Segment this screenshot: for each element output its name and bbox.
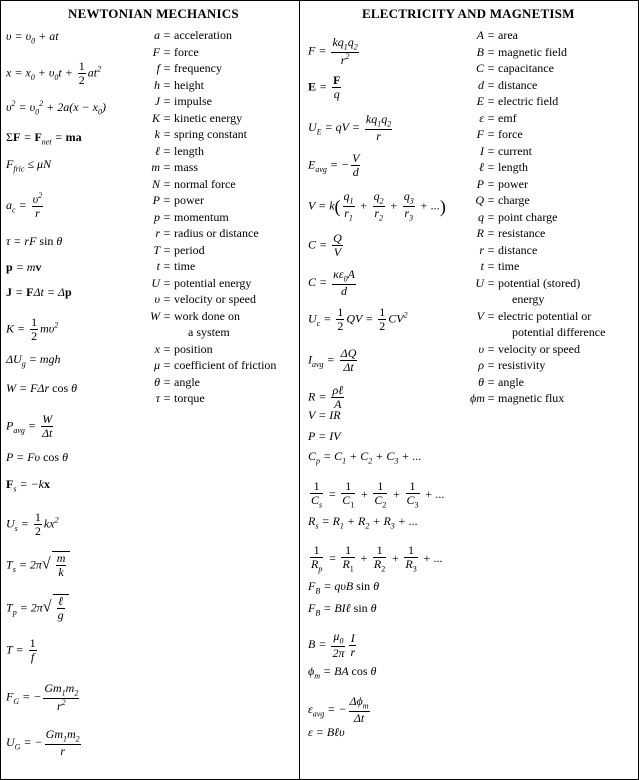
definition-row: [146, 161, 198, 173]
definition-symbol: E: [476, 94, 484, 108]
definition-text: potential energy: [174, 275, 252, 290]
definition-row: [470, 326, 605, 338]
definition-row: [470, 178, 528, 190]
formula-spring-period: $T_s = 2\pi√$ $\frac{m}{k}$: [6, 551, 70, 579]
definition-symbol: R: [476, 226, 484, 240]
formula-resistors-parallel: $\frac{1}{R_p}$ = $\frac{1}{R_1}$ + $\frac{1}{R_2}$ + $\frac{1}{R_3}$ + ...: [311, 543, 443, 574]
formula-parallel-plate: C = $\frac{\kappa\varepsilon_0A}{d}$: [308, 267, 355, 299]
definition-symbol: x: [154, 341, 160, 356]
definition-text: time: [174, 259, 196, 273]
definition-row: [470, 211, 557, 223]
formula-electric-potential-energy: $U_E$ = qV = $\frac{kq_1q_2}{r}$: [308, 112, 392, 144]
definition-text: velocity or speed: [498, 341, 580, 356]
definition-text: height: [174, 77, 204, 92]
definition-equals: =: [163, 209, 171, 224]
definition-text: magnetic flux: [498, 391, 565, 405]
definition-equals: =: [163, 374, 171, 389]
definition-row: [146, 145, 204, 157]
definition-row: [146, 376, 200, 388]
definition-symbol: f: [156, 61, 160, 75]
formula-kinetic: K = $\frac{1}{2}$ $m\upsilon^2$: [6, 315, 59, 344]
definition-row: [146, 359, 276, 371]
formula-spring-energy: $U_s$ = $\frac{1}{2}$ $kx^2$: [6, 510, 59, 539]
definition-symbol: τ: [155, 391, 160, 405]
definition-symbol: h: [154, 77, 160, 92]
definition-equals: =: [163, 28, 171, 42]
definition-equals: =: [163, 110, 171, 125]
formula-pendulum-period: $T_p = 2\pi√$ $\frac{\text{ℓ}}{g}$: [6, 594, 69, 622]
definition-text: power: [174, 193, 204, 207]
definition-text: angle: [174, 374, 200, 389]
definition-equals: =: [163, 275, 171, 290]
definition-row: [470, 376, 524, 388]
definition-row: [470, 260, 519, 272]
definition-equals: =: [163, 160, 171, 174]
definition-text: potential difference: [512, 325, 606, 339]
formula-position: $x = x_0 + \upsilon_0t$ + $\frac{1}{2}$ $at^2$: [6, 59, 102, 88]
definition-symbol: A: [476, 28, 484, 42]
definition-text: velocity or speed: [174, 292, 256, 306]
definition-equals: =: [487, 127, 495, 141]
definition-row: [146, 79, 204, 91]
definition-row: [470, 62, 554, 74]
definition-text: length: [498, 160, 528, 174]
definition-text: magnetic field: [498, 44, 567, 59]
definition-symbol: ρ: [478, 358, 484, 372]
definition-text: angle: [498, 374, 524, 389]
definition-text: resistance: [498, 226, 546, 240]
definition-equals: =: [163, 94, 171, 108]
formula-impulse: J = FΔt = Δp: [6, 285, 72, 299]
definition-equals: =: [487, 143, 495, 158]
definition-text: distance: [498, 242, 538, 257]
formula-velocity: $\upsilon = \upsilon_0$ + at: [6, 29, 59, 46]
definition-symbol: θ: [478, 374, 484, 389]
formula-avg-emf: $\varepsilon_{avg}$ = − $\frac{\Delta\phi_m}{\Delta t}$: [308, 694, 369, 726]
definition-symbol: C: [475, 61, 484, 75]
definition-text: normal force: [174, 176, 236, 191]
definition-row: [146, 260, 195, 272]
definition-text: force: [498, 127, 523, 141]
definition-equals: =: [487, 242, 495, 257]
definition-equals: =: [487, 61, 495, 75]
definition-equals: =: [487, 176, 495, 191]
definition-symbol: N: [151, 176, 160, 191]
definition-row: [470, 128, 523, 140]
formula-gravitation-potential: $U_G$ = − $\frac{Gm_1m_2}{r}$: [6, 727, 80, 759]
definition-row: [470, 227, 545, 239]
definition-symbol: P: [476, 176, 484, 191]
formula-centripetal: $a_c$ = $\frac{\upsilon^2}{r}$: [6, 191, 43, 221]
definition-row: [470, 46, 567, 58]
definition-row: [146, 227, 259, 239]
definition-symbol: B: [476, 44, 484, 59]
definition-text: coefficient of friction: [174, 358, 277, 372]
definition-row: [146, 62, 222, 74]
definition-equals: =: [163, 358, 171, 372]
formula-motional-emf: ε = Bℓυ: [308, 725, 345, 739]
formula-capacitors-series: $\frac{1}{C_s}$ = $\frac{1}{C_1}$ + $\frac{1}{C_2}$ + $\frac{1}{C_3}$ + ...: [311, 479, 445, 510]
definition-row: [146, 128, 247, 140]
definition-symbol: U: [151, 275, 160, 290]
formula-momentum: p = mv: [6, 260, 42, 274]
definition-equals: =: [163, 143, 171, 158]
definition-equals: =: [487, 308, 495, 323]
definition-equals: =: [487, 28, 495, 42]
definition-symbol: ℓ: [479, 160, 484, 174]
definition-row: [146, 29, 232, 41]
definition-row: [470, 95, 558, 107]
definition-symbol: P: [152, 193, 160, 207]
formula-potential-sum: V = k( $\frac{q_1}{r_1}$ + $\frac{q_2}{r_2}$ + $\frac{q_3}{r_3}$ + ...): [308, 189, 446, 223]
definition-equals: =: [487, 160, 495, 174]
definition-text: charge: [498, 193, 530, 207]
formula-avg-current: $I_{avg}$ = $\frac{\Delta Q}{\Delta t}$: [308, 346, 357, 375]
definition-equals: =: [163, 341, 171, 356]
definition-text: frequency: [174, 61, 222, 75]
definition-symbol: a: [154, 28, 160, 42]
definition-equals: =: [163, 127, 171, 141]
formula-power-electric: P = IV: [308, 429, 341, 443]
definition-text: spring constant: [174, 127, 247, 141]
definition-text: work done on: [174, 308, 240, 323]
definition-equals: =: [163, 292, 171, 306]
formula-period-frequency: T = $\frac{1}{f}$: [6, 636, 36, 665]
definition-symbol: k: [154, 127, 160, 141]
definition-row: [470, 145, 532, 157]
definition-symbol: V: [476, 308, 484, 323]
formula-capacitance: C = $\frac{Q}{V}$: [308, 231, 342, 260]
definition-row: [146, 46, 199, 58]
formula-ohm: V = IR: [308, 408, 341, 422]
definition-text: area: [498, 28, 518, 42]
formula-magnetic-field-wire: B = $\frac{\mu_0}{2\pi}$ $\frac{I}{r}$: [308, 629, 356, 661]
formula-capacitor-energy: $U_c$ = $\frac{1}{2}$ QV = $\frac{1}{2}$ $CV^2$: [308, 305, 408, 334]
definition-equals: =: [487, 259, 495, 273]
definition-symbol: T: [153, 242, 160, 257]
definition-text: torque: [174, 391, 205, 405]
definition-row: [146, 293, 256, 305]
definition-text: time: [498, 259, 520, 273]
definition-symbol: W: [150, 308, 160, 323]
definition-symbol: ϕm: [470, 391, 485, 405]
formula-grav-potential: $\Delta U_g$ = mgh: [6, 352, 61, 369]
definition-row: [146, 112, 242, 124]
definition-symbol: t: [480, 259, 484, 273]
definition-equals: =: [487, 44, 495, 59]
definition-equals: =: [163, 391, 171, 405]
formula-magnetic-force-charge: $F_B = q\upsilon B$ sin θ: [308, 579, 380, 596]
definition-row: [470, 343, 580, 355]
definition-equals: =: [487, 226, 495, 240]
heading-newtonian: NEWTONIAN MECHANICS: [68, 6, 239, 21]
definition-symbol: F: [152, 44, 160, 59]
formula-spring-force: $F_s = -kx$: [6, 477, 50, 494]
definition-row: [470, 310, 591, 322]
formula-friction: $F_{fric} \le \mu N$: [6, 157, 52, 174]
definition-symbol: I: [480, 143, 484, 158]
definition-symbol: ℓ: [155, 143, 160, 158]
definition-symbol: μ: [153, 358, 160, 372]
formula-velocity-squared: $\upsilon^2 = \upsilon_0^2 + 2a(x - x_0)$: [6, 99, 106, 117]
formula-magnetic-flux: $\phi_m$ = BA cos θ: [308, 664, 377, 681]
definition-row: [146, 194, 204, 206]
formula-power: P = Fυ cos θ: [6, 450, 68, 464]
formula-avg-field: $E_{avg}$ = − $\frac{V}{d}$: [308, 151, 360, 180]
formula-resistance: R = $\frac{\text{ρℓ}}{A}$: [308, 383, 344, 412]
definition-row: [470, 79, 537, 91]
definition-equals: =: [163, 176, 171, 191]
definition-row: [470, 29, 518, 41]
definition-symbol: Q: [475, 193, 484, 207]
formula-torque: τ = rF sin θ: [6, 234, 63, 248]
definition-row: [470, 161, 528, 173]
definition-row: [146, 211, 229, 223]
definition-symbol: K: [151, 110, 160, 125]
definition-row: [146, 392, 205, 404]
definition-symbol: θ: [154, 374, 160, 389]
definition-row: [146, 326, 230, 338]
definition-text: point charge: [498, 209, 558, 224]
definition-equals: =: [163, 44, 171, 59]
definition-equals: =: [487, 391, 495, 405]
definition-equals: =: [163, 308, 171, 323]
definition-text: emf: [498, 110, 517, 125]
definition-equals: =: [487, 77, 495, 92]
definition-row: [470, 194, 530, 206]
definition-text: impulse: [174, 94, 212, 108]
formula-electric-field: E = $\frac{F}{q}$: [308, 73, 341, 102]
definition-equals: =: [163, 226, 171, 240]
definition-equals: =: [163, 242, 171, 257]
definition-text: radius or distance: [174, 226, 259, 240]
definition-symbol: υ: [154, 292, 160, 306]
definition-equals: =: [487, 358, 495, 372]
formula-magnetic-force-wire: $F_B$ = BIℓ sin θ: [308, 601, 377, 618]
definition-symbol: r: [155, 226, 160, 240]
definition-symbol: ε: [479, 110, 484, 125]
formula-coulomb: F = $\frac{kq_1q_2}{r^2}$: [308, 35, 358, 68]
definition-text: potential (stored): [498, 275, 581, 290]
definition-symbol: m: [151, 160, 160, 174]
definition-equals: =: [487, 341, 495, 356]
definition-text: electric potential or: [498, 308, 592, 323]
definition-symbol: p: [154, 209, 160, 224]
formula-resistors-series: $R_s = R_1 + R_2 + R_3$ + ...: [308, 514, 418, 531]
definition-row: [146, 244, 205, 256]
definition-symbol: J: [154, 94, 160, 108]
formula-avg-power: $P_{avg}$ = $\frac{W}{\Delta t}$: [6, 412, 53, 441]
formula-work: W = FΔr cos θ: [6, 381, 78, 395]
definition-text: a system: [188, 325, 230, 339]
definition-symbol: t: [156, 259, 160, 273]
definition-row: [146, 277, 251, 289]
definition-text: acceleration: [174, 28, 232, 42]
definition-equals: =: [163, 77, 171, 92]
definition-text: resistivity: [498, 358, 546, 372]
formula-gravitation-force: $F_G$ = − $\frac{Gm_1m_2}{r^2}$: [6, 681, 79, 714]
definition-symbol: r: [479, 242, 484, 257]
definition-symbol: q: [478, 209, 484, 224]
definition-equals: =: [163, 259, 171, 273]
definition-equals: =: [487, 374, 495, 389]
definition-row: [470, 392, 564, 404]
definition-symbol: υ: [478, 341, 484, 356]
definition-equals: =: [487, 110, 495, 125]
definition-text: kinetic energy: [174, 110, 243, 125]
definition-text: current: [498, 143, 532, 158]
column-divider: [299, 0, 300, 780]
definition-row: [146, 95, 212, 107]
definition-symbol: U: [475, 275, 484, 290]
definition-text: force: [174, 44, 199, 59]
definition-symbol: F: [476, 127, 484, 141]
definition-text: electric field: [498, 94, 559, 108]
definition-equals: =: [487, 94, 495, 108]
definition-text: energy: [512, 292, 545, 306]
formula-capacitors-parallel: $C_p = C_1 + C_2 + C_3$ + ...: [308, 449, 422, 466]
definition-row: [146, 343, 213, 355]
definition-row: [470, 112, 517, 124]
definition-text: mass: [174, 160, 198, 174]
definition-text: capacitance: [498, 61, 554, 75]
definition-equals: =: [163, 193, 171, 207]
definition-text: length: [174, 143, 204, 158]
definition-text: period: [174, 242, 205, 257]
definition-row: [146, 310, 240, 322]
definition-equals: =: [487, 275, 495, 290]
definition-symbol: d: [478, 77, 484, 92]
definition-equals: =: [487, 193, 495, 207]
definition-row: [470, 277, 580, 289]
definition-row: [470, 359, 545, 371]
definition-text: position: [174, 341, 213, 356]
definition-equals: =: [163, 61, 171, 75]
definition-equals: =: [487, 209, 495, 224]
definition-row: [470, 293, 544, 305]
formula-net-force: $\Sigma F = F_{net}$ = ma: [6, 130, 82, 147]
heading-electricity: ELECTRICITY AND MAGNETISM: [362, 6, 575, 21]
definition-text: momentum: [174, 209, 229, 224]
definition-text: distance: [498, 77, 538, 92]
definition-row: [146, 178, 236, 190]
definition-text: power: [498, 176, 528, 191]
definition-row: [470, 244, 537, 256]
